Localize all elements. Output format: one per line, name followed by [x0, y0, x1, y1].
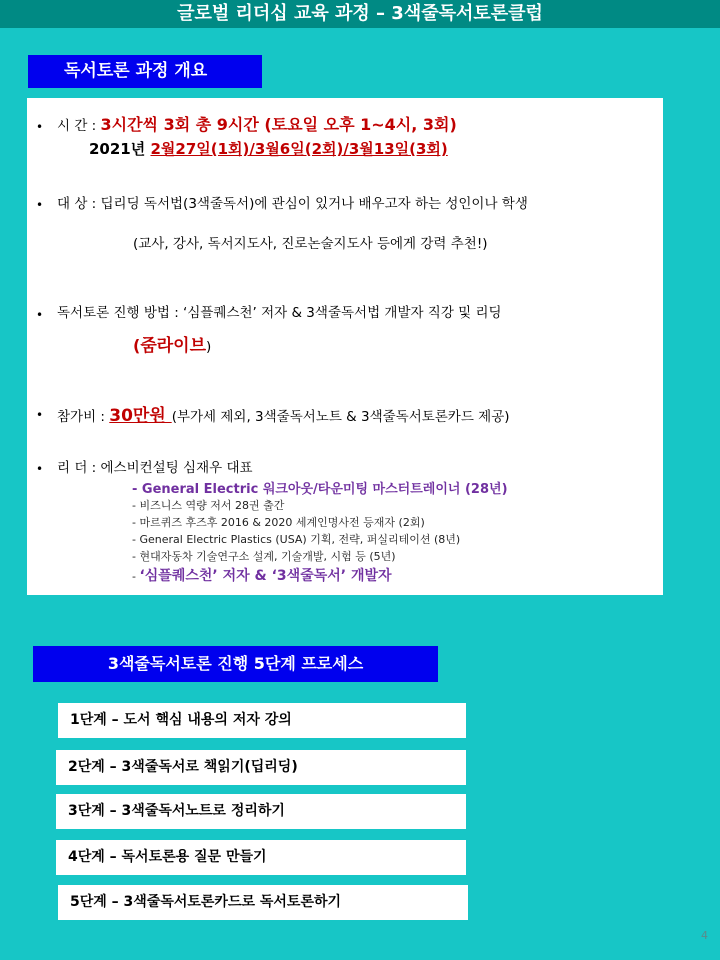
- leader-row: [57, 456, 253, 476]
- bullet-target: •: [36, 198, 44, 212]
- bullet-fee: •: [36, 408, 44, 422]
- time-value: 3시간씩 3회 총 9시간 (토요일 오후 1~4시, 3회): [100, 115, 457, 134]
- target-row: [57, 192, 528, 212]
- method-text: 독서토론 진행 방법 : ‘심플퀘스천’ 저자 & 3색줄독서법 개발자 직강 및 리딩: [57, 305, 502, 321]
- overview-header: 독서토론 과정 개요: [28, 55, 262, 88]
- leader-career-2: - 비즈니스 역량 저서 28권 출간: [132, 499, 285, 512]
- bullet-time: •: [36, 120, 44, 134]
- target-note: (교사, 강사, 독서지도사, 진로논술지도사 등에게 강력 추천!): [133, 236, 488, 252]
- method-open: (: [133, 336, 141, 355]
- leader-career-6-text: ‘심플퀘스천’ 저자 & ‘3색줄독서’ 개발자: [139, 568, 392, 584]
- dates-row: [89, 138, 448, 159]
- leader-career-6-prefix: -: [132, 570, 140, 583]
- target-value: 딥리딩 독서법(3색줄독서)에 관심이 있거나 배우고자 하는 성인이나 학생: [100, 196, 528, 212]
- dates-value: 2월27일(1회)/3월6일(2회)/3월13일(3회): [150, 140, 448, 158]
- fee-row: [57, 401, 510, 426]
- page-number: 4: [701, 929, 708, 942]
- method-platform: [133, 331, 211, 356]
- step-4: 4단계 – 독서토론용 질문 만들기: [56, 840, 466, 875]
- leader-career-3: - 마르퀴즈 후즈후 2016 & 2020 세계인명사전 등재자 (2회): [132, 516, 425, 529]
- step-1: 1단계 – 도서 핵심 내용의 저자 강의: [58, 703, 466, 738]
- method-close: ): [206, 339, 212, 355]
- dates-prefix: 2021년: [89, 140, 151, 158]
- bullet-leader: •: [36, 462, 44, 476]
- leader-career-4: - General Electric Plastics (USA) 기획, 전략, 퍼실리테이션 (8년): [132, 533, 461, 546]
- fee-note: (부가세 제외, 3색줄독서노트 & 3색줄독서토론카드 제공): [171, 409, 510, 425]
- target-label: 대 상 :: [57, 196, 101, 212]
- time-label: 시 간 :: [57, 118, 101, 134]
- fee-label: 참가비 :: [57, 409, 110, 425]
- leader-career-5: - 현대자동차 기술연구소 설계, 기술개발, 시험 등 (5년): [132, 550, 396, 563]
- leader-career-6: [132, 565, 392, 585]
- page-title: 글로벌 리더십 교육 과정 – 3색줄독서토론클럽: [0, 0, 720, 28]
- leader-career-1: - General Electric 워크아웃/타운미팅 마스터트레이너 (28년): [132, 482, 508, 497]
- step-3: 3단계 – 3색줄독서노트로 정리하기: [56, 794, 466, 829]
- step-5: 5단계 – 3색줄독서토론카드로 독서토론하기: [58, 885, 468, 920]
- time-row: [57, 112, 457, 135]
- method-value: 줌라이브: [140, 336, 207, 356]
- leader-label: 리 더 :: [57, 460, 101, 476]
- bullet-method: •: [36, 308, 44, 322]
- overview-panel: [27, 98, 663, 595]
- step-2: 2단계 – 3색줄독서로 책읽기(딥리딩): [56, 750, 466, 785]
- process-header: 3색줄독서토론 진행 5단계 프로세스: [33, 646, 438, 682]
- leader-value: 에스비컨설팅 심재우 대표: [100, 460, 253, 476]
- fee-value: 30만원: [109, 406, 172, 426]
